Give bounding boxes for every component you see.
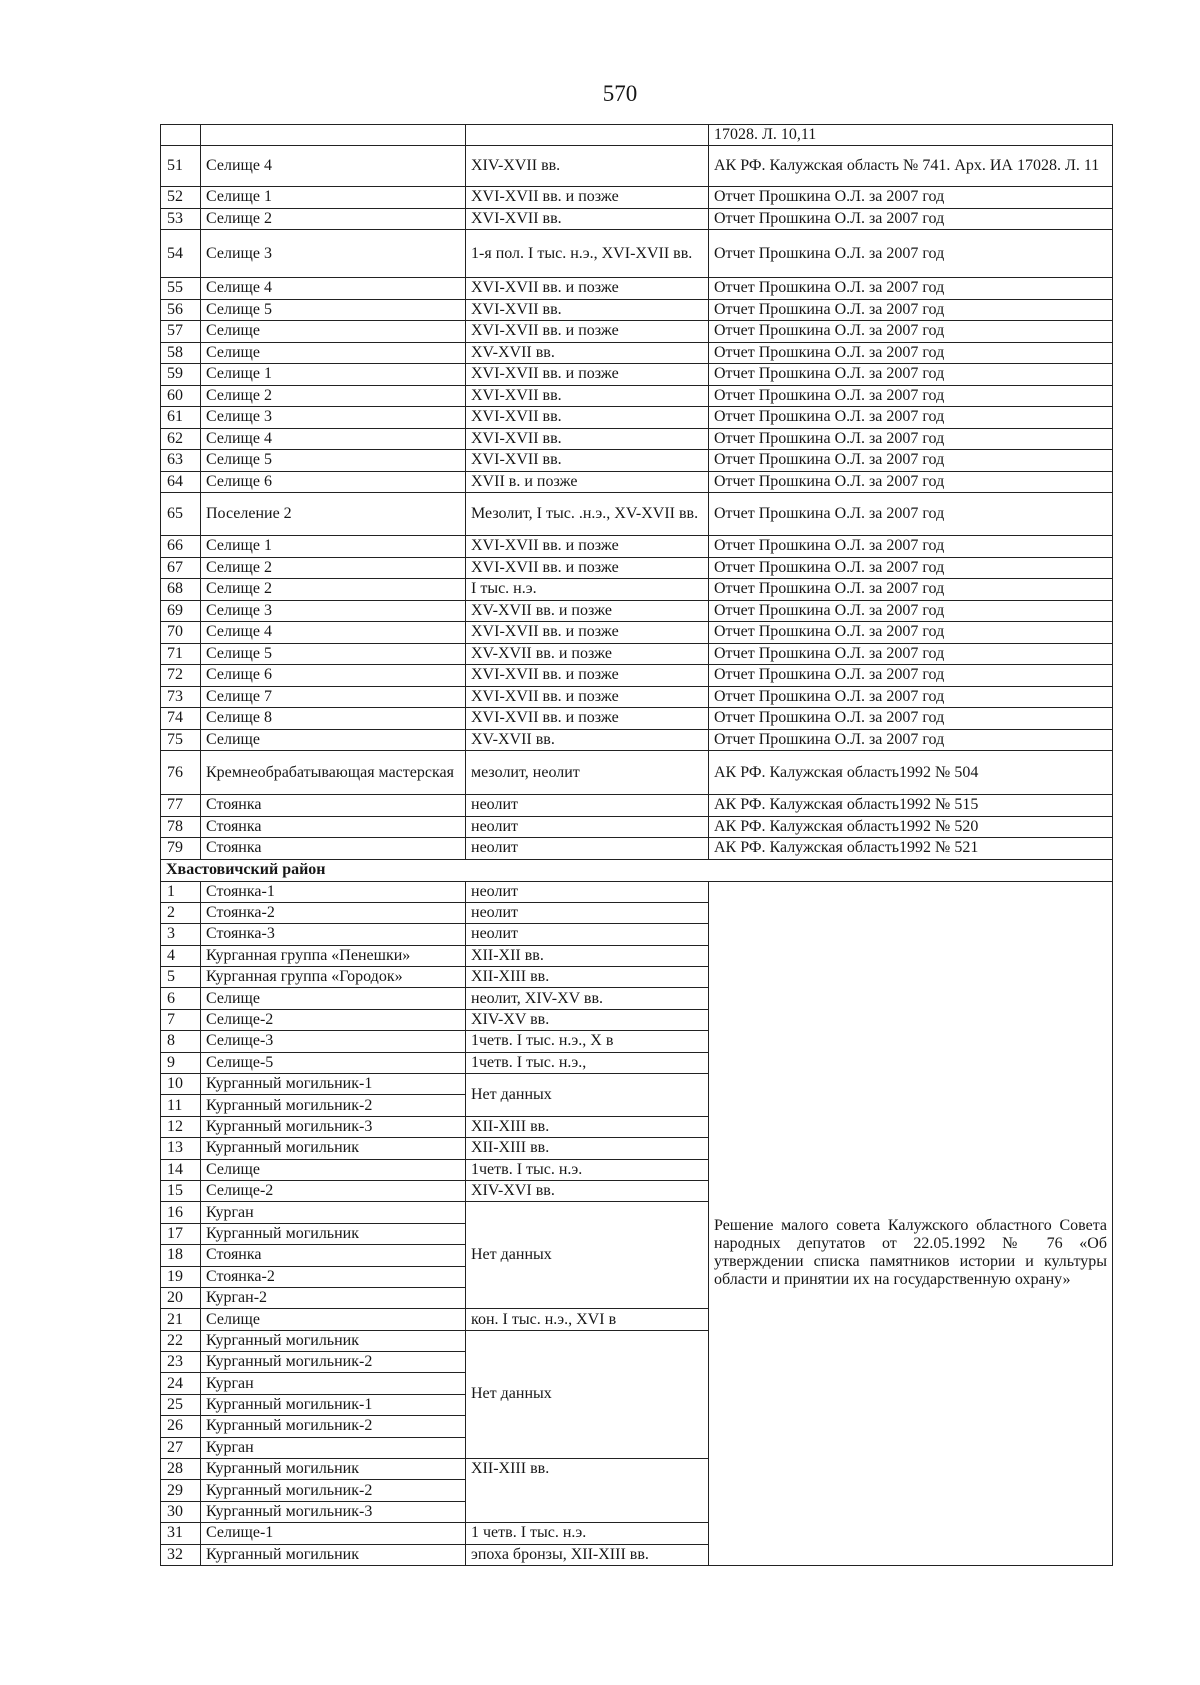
table-row — [161, 493, 1113, 536]
site-name: Селище 6 — [201, 665, 466, 687]
site-name: Селище — [201, 342, 466, 364]
site-dating: XV-XVII вв. и позже — [466, 643, 709, 665]
row-number: 57 — [161, 321, 201, 343]
site-dating: неолит — [466, 902, 709, 923]
source-reference: Отчет Прошкина О.Л. за 2007 год — [709, 471, 1113, 493]
row-number: 56 — [161, 299, 201, 321]
row-number: 51 — [161, 146, 201, 187]
row-number: 53 — [161, 208, 201, 230]
site-name: Селище — [201, 321, 466, 343]
site-name: Курганный могильник — [201, 1459, 466, 1480]
table-row — [161, 751, 1113, 795]
site-name: Селище 5 — [201, 450, 466, 472]
site-dating: XVI-XVII вв. и позже — [466, 557, 709, 579]
row-number: 59 — [161, 364, 201, 386]
site-name: Курганный могильник-2 — [201, 1352, 466, 1373]
table-row — [161, 622, 1113, 644]
site-dating: эпоха бронзы, XII-XIII вв. — [466, 1544, 709, 1565]
site-name: Стоянка — [201, 838, 466, 860]
row-number: 28 — [161, 1459, 201, 1480]
site-dating: Нет данных — [466, 1330, 709, 1458]
table-row — [161, 187, 1113, 209]
row-number: 79 — [161, 838, 201, 860]
site-dating: XII-XIII вв. — [466, 1459, 709, 1523]
table-row — [161, 407, 1113, 429]
site-name: Селище 6 — [201, 471, 466, 493]
row-number: 75 — [161, 729, 201, 751]
row-number: 69 — [161, 600, 201, 622]
row-number-cell — [161, 125, 201, 146]
site-dating: неолит — [466, 924, 709, 945]
table-row — [161, 708, 1113, 730]
source-reference: Отчет Прошкина О.Л. за 2007 год — [709, 428, 1113, 450]
table-row — [161, 795, 1113, 817]
source-reference: Отчет Прошкина О.Л. за 2007 год — [709, 708, 1113, 730]
site-dating: XVI-XVII вв. и позже — [466, 686, 709, 708]
site-name: Курганный могильник-2 — [201, 1416, 466, 1437]
row-number: 12 — [161, 1116, 201, 1137]
row-number: 58 — [161, 342, 201, 364]
source-reference: 17028. Л. 10,11 — [709, 125, 1113, 146]
table-row — [161, 385, 1113, 407]
site-name: Селище 1 — [201, 536, 466, 558]
site-name: Курганный могильник-3 — [201, 1501, 466, 1522]
table-row — [161, 342, 1113, 364]
source-reference: АК РФ. Калужская область1992 № 515 — [709, 795, 1113, 817]
site-dating: кон. I тыс. н.э., XVI в — [466, 1309, 709, 1330]
district-header: Хвастовичский район — [161, 859, 1113, 881]
table-row — [161, 729, 1113, 751]
row-number: 15 — [161, 1180, 201, 1201]
site-dating: 1четв. I тыс. н.э. — [466, 1159, 709, 1180]
site-dating: XVI-XVII вв. — [466, 407, 709, 429]
row-number: 18 — [161, 1245, 201, 1266]
site-dating: XVI-XVII вв. и позже — [466, 278, 709, 300]
row-number: 17 — [161, 1223, 201, 1244]
source-reference: Отчет Прошкина О.Л. за 2007 год — [709, 407, 1113, 429]
row-number: 16 — [161, 1202, 201, 1223]
table-row-continuation — [161, 125, 1113, 146]
site-name: Курганный могильник — [201, 1138, 466, 1159]
site-name: Селище — [201, 1159, 466, 1180]
site-name: Курганный могильник-3 — [201, 1116, 466, 1137]
site-name: Поселение 2 — [201, 493, 466, 536]
site-name: Селище-3 — [201, 1031, 466, 1052]
site-dating: неолит — [466, 795, 709, 817]
row-number: 1 — [161, 881, 201, 902]
row-number: 70 — [161, 622, 201, 644]
site-dating: XVI-XVII вв. и позже — [466, 187, 709, 209]
site-name: Селище-5 — [201, 1052, 466, 1073]
site-name: Курганный могильник-1 — [201, 1394, 466, 1415]
site-dating: XVI-XVII вв. и позже — [466, 364, 709, 386]
row-number: 7 — [161, 1009, 201, 1030]
site-name: Селище 2 — [201, 208, 466, 230]
row-number: 76 — [161, 751, 201, 795]
site-dating: XVI-XVII вв. — [466, 385, 709, 407]
source-reference: Отчет Прошкина О.Л. за 2007 год — [709, 208, 1113, 230]
site-name: Курганная группа «Городок» — [201, 967, 466, 988]
table-row — [161, 881, 1113, 902]
row-number: 62 — [161, 428, 201, 450]
district-header-row — [161, 859, 1113, 881]
source-reference: АК РФ. Калужская область1992 № 504 — [709, 751, 1113, 795]
site-name: Селище 5 — [201, 299, 466, 321]
site-dating: Нет данных — [466, 1202, 709, 1309]
row-number: 64 — [161, 471, 201, 493]
row-number: 6 — [161, 988, 201, 1009]
row-number: 78 — [161, 816, 201, 838]
site-name: Селище 8 — [201, 708, 466, 730]
row-number: 27 — [161, 1437, 201, 1458]
source-reference: Отчет Прошкина О.Л. за 2007 год — [709, 643, 1113, 665]
site-name: Стоянка — [201, 1245, 466, 1266]
row-number: 24 — [161, 1373, 201, 1394]
site-dating: XVII в. и позже — [466, 471, 709, 493]
row-number: 52 — [161, 187, 201, 209]
site-dating: XVI-XVII вв. и позже — [466, 622, 709, 644]
site-name: Стоянка-1 — [201, 881, 466, 902]
source-reference: Отчет Прошкина О.Л. за 2007 год — [709, 622, 1113, 644]
row-number: 22 — [161, 1330, 201, 1351]
site-name: Стоянка-2 — [201, 1266, 466, 1287]
site-dating-cell — [466, 125, 709, 146]
table-row — [161, 471, 1113, 493]
site-name: Курганный могильник — [201, 1544, 466, 1565]
row-number: 10 — [161, 1074, 201, 1095]
source-reference: Отчет Прошкина О.Л. за 2007 год — [709, 342, 1113, 364]
source-reference: Отчет Прошкина О.Л. за 2007 год — [709, 385, 1113, 407]
site-dating: XVI-XVII вв. и позже — [466, 321, 709, 343]
table-row — [161, 557, 1113, 579]
row-number: 71 — [161, 643, 201, 665]
site-name: Стоянка-3 — [201, 924, 466, 945]
table-row — [161, 278, 1113, 300]
site-name: Селище 4 — [201, 622, 466, 644]
table-row — [161, 579, 1113, 601]
source-reference: АК РФ. Калужская область1992 № 520 — [709, 816, 1113, 838]
site-dating: XVI-XVII вв. и позже — [466, 708, 709, 730]
row-number: 73 — [161, 686, 201, 708]
table-row — [161, 230, 1113, 278]
table-row — [161, 208, 1113, 230]
table-row — [161, 146, 1113, 187]
table-row — [161, 665, 1113, 687]
site-name: Курган — [201, 1202, 466, 1223]
site-dating: XV-XVII вв. — [466, 729, 709, 751]
site-dating: XVI-XVII вв. и позже — [466, 665, 709, 687]
source-reference: Отчет Прошкина О.Л. за 2007 год — [709, 364, 1113, 386]
source-reference: Отчет Прошкина О.Л. за 2007 год — [709, 278, 1113, 300]
site-dating: XII-XIII вв. — [466, 967, 709, 988]
source-reference: Отчет Прошкина О.Л. за 2007 год — [709, 536, 1113, 558]
site-dating: мезолит, неолит — [466, 751, 709, 795]
site-name: Селище 3 — [201, 600, 466, 622]
site-name: Селище 2 — [201, 385, 466, 407]
source-reference: Отчет Прошкина О.Л. за 2007 год — [709, 665, 1113, 687]
source-reference: Отчет Прошкина О.Л. за 2007 год — [709, 600, 1113, 622]
row-number: 8 — [161, 1031, 201, 1052]
row-number: 2 — [161, 902, 201, 923]
row-number: 54 — [161, 230, 201, 278]
monuments-table — [160, 124, 1113, 1566]
site-name: Курганная группа «Пенешки» — [201, 945, 466, 966]
monuments-table-body — [161, 125, 1113, 1566]
row-number: 66 — [161, 536, 201, 558]
row-number: 77 — [161, 795, 201, 817]
row-number: 65 — [161, 493, 201, 536]
row-number: 67 — [161, 557, 201, 579]
site-name: Селище 2 — [201, 557, 466, 579]
site-dating: XIV-XVI вв. — [466, 1180, 709, 1201]
source-reference: Отчет Прошкина О.Л. за 2007 год — [709, 450, 1113, 472]
site-dating: XVI-XVII вв. — [466, 208, 709, 230]
site-name: Курганный могильник — [201, 1223, 466, 1244]
site-dating: 1-я пол. I тыс. н.э., XVI-XVII вв. — [466, 230, 709, 278]
row-number: 14 — [161, 1159, 201, 1180]
site-name: Селище 4 — [201, 278, 466, 300]
site-dating: XV-XVII вв. — [466, 342, 709, 364]
site-dating: 1 четв. I тыс. н.э. — [466, 1523, 709, 1544]
site-name: Курганный могильник-2 — [201, 1480, 466, 1501]
site-name: Селище 1 — [201, 364, 466, 386]
site-dating: неолит — [466, 816, 709, 838]
site-dating: 1четв. I тыс. н.э., X в — [466, 1031, 709, 1052]
site-name: Селище — [201, 988, 466, 1009]
site-dating: Нет данных — [466, 1074, 709, 1117]
site-name: Селище 4 — [201, 428, 466, 450]
row-number: 29 — [161, 1480, 201, 1501]
row-number: 61 — [161, 407, 201, 429]
site-dating: Мезолит, I тыс. .н.э., XV-XVII вв. — [466, 493, 709, 536]
site-dating: XII-XIII вв. — [466, 1116, 709, 1137]
site-dating: XIV-XVII вв. — [466, 146, 709, 187]
source-reference: Отчет Прошкина О.Л. за 2007 год — [709, 187, 1113, 209]
site-dating: XVI-XVII вв. — [466, 299, 709, 321]
site-name: Стоянка — [201, 816, 466, 838]
site-name: Курган — [201, 1437, 466, 1458]
site-name: Селище 5 — [201, 643, 466, 665]
source-reference: Отчет Прошкина О.Л. за 2007 год — [709, 557, 1113, 579]
site-name: Селище 3 — [201, 407, 466, 429]
row-number: 31 — [161, 1523, 201, 1544]
site-dating: неолит — [466, 881, 709, 902]
site-name: Стоянка-2 — [201, 902, 466, 923]
row-number: 32 — [161, 1544, 201, 1565]
site-name: Селище 1 — [201, 187, 466, 209]
site-name: Селище — [201, 729, 466, 751]
page-number: 570 — [602, 81, 638, 106]
row-number: 5 — [161, 967, 201, 988]
source-reference: Отчет Прошкина О.Л. за 2007 год — [709, 729, 1113, 751]
site-name: Курганный могильник-2 — [201, 1095, 466, 1116]
row-number: 4 — [161, 945, 201, 966]
site-dating: XII-XIII вв. — [466, 1138, 709, 1159]
site-dating: I тыс. н.э. — [466, 579, 709, 601]
source-reference: Отчет Прошкина О.Л. за 2007 год — [709, 230, 1113, 278]
source-reference: Отчет Прошкина О.Л. за 2007 год — [709, 321, 1113, 343]
row-number: 20 — [161, 1287, 201, 1308]
site-dating: 1четв. I тыс. н.э., — [466, 1052, 709, 1073]
site-name: Стоянка — [201, 795, 466, 817]
table-row — [161, 364, 1113, 386]
site-dating: XVI-XVII вв. — [466, 450, 709, 472]
row-number: 60 — [161, 385, 201, 407]
source-reference: Отчет Прошкина О.Л. за 2007 год — [709, 299, 1113, 321]
row-number: 11 — [161, 1095, 201, 1116]
row-number: 30 — [161, 1501, 201, 1522]
site-name: Селище 7 — [201, 686, 466, 708]
row-number: 26 — [161, 1416, 201, 1437]
site-name: Селище-1 — [201, 1523, 466, 1544]
site-name: Селище-2 — [201, 1009, 466, 1030]
site-dating: XIV-XV вв. — [466, 1009, 709, 1030]
source-reference: Отчет Прошкина О.Л. за 2007 год — [709, 686, 1113, 708]
site-name: Курганный могильник — [201, 1330, 466, 1351]
site-name: Селище 2 — [201, 579, 466, 601]
site-name: Селище 4 — [201, 146, 466, 187]
row-number: 3 — [161, 924, 201, 945]
table-row — [161, 428, 1113, 450]
table-row — [161, 321, 1113, 343]
table-row — [161, 838, 1113, 860]
site-dating: неолит — [466, 838, 709, 860]
row-number: 72 — [161, 665, 201, 687]
row-number: 23 — [161, 1352, 201, 1373]
site-name: Кремнеобрабатывающая мастерская — [201, 751, 466, 795]
source-reference: АК РФ. Калужская область1992 № 521 — [709, 838, 1113, 860]
site-dating: XVI-XVII вв. и позже — [466, 536, 709, 558]
site-name: Курганный могильник-1 — [201, 1074, 466, 1095]
table-row — [161, 816, 1113, 838]
source-reference: Отчет Прошкина О.Л. за 2007 год — [709, 493, 1113, 536]
site-dating: XV-XVII вв. и позже — [466, 600, 709, 622]
source-reference: Отчет Прошкина О.Л. за 2007 год — [709, 579, 1113, 601]
table-row — [161, 600, 1113, 622]
row-number: 21 — [161, 1309, 201, 1330]
row-number: 13 — [161, 1138, 201, 1159]
row-number: 55 — [161, 278, 201, 300]
site-dating: XVI-XVII вв. — [466, 428, 709, 450]
site-name-cell — [201, 125, 466, 146]
table-row — [161, 643, 1113, 665]
row-number: 68 — [161, 579, 201, 601]
row-number: 25 — [161, 1394, 201, 1415]
site-name: Курган — [201, 1373, 466, 1394]
source-reference: АК РФ. Калужская область № 741. Арх. ИА 17028. Л. 11 — [709, 146, 1113, 187]
row-number: 74 — [161, 708, 201, 730]
table-row — [161, 450, 1113, 472]
row-number: 19 — [161, 1266, 201, 1287]
district-source-reference: Решение малого совета Калужского областного Совета народных депутатов от 22.05.1992 № 76 «Об утверждении списка памятников истории и культуры области и принятии их на государственную охрану» — [709, 881, 1113, 1566]
site-name: Селище 3 — [201, 230, 466, 278]
site-dating: XII-XII вв. — [466, 945, 709, 966]
site-name: Курган-2 — [201, 1287, 466, 1308]
table-row — [161, 299, 1113, 321]
table-row — [161, 686, 1113, 708]
row-number: 63 — [161, 450, 201, 472]
table-row — [161, 536, 1113, 558]
site-name: Селище-2 — [201, 1180, 466, 1201]
site-name: Селище — [201, 1309, 466, 1330]
row-number: 9 — [161, 1052, 201, 1073]
site-dating: неолит, XIV-XV вв. — [466, 988, 709, 1009]
